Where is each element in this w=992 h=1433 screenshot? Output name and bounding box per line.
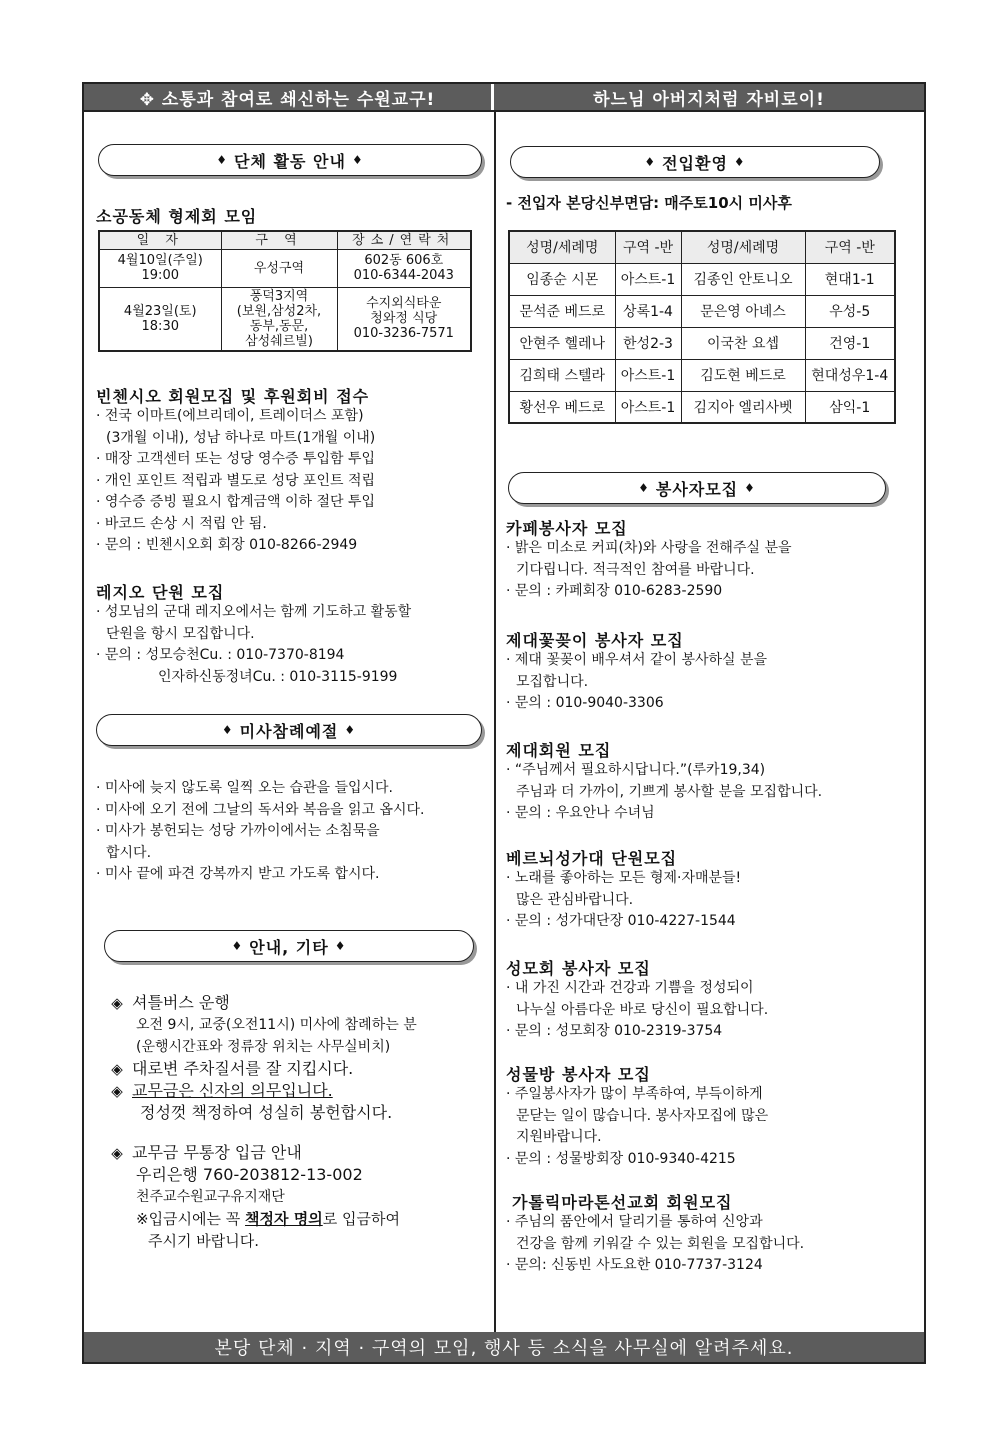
bullet-diamond-icon: ◈ [111,1082,123,1100]
info-title-pill [104,930,474,962]
groups-title-pill [98,144,482,176]
diamond-icon: ♦ [221,723,234,737]
cafe-heading: 카페봉사자 모집 [506,519,628,538]
diamond-icon: ♦ [638,481,650,495]
welcome-note: - 전입자 본당신부면담: 매주토10시 미사후 [506,194,792,212]
date-cell: 4월10일(주일) 19:00 [99,249,221,287]
vincent-heading: 빈첸시오 회원모집 및 후원회비 접수 [96,387,370,406]
legio-body: · 성모님의 군대 레지오에서는 함께 기도하고 활동할 단원을 항시 모집합니다. · 문의 : 성모승천Cu. : 010-7370-8194 인자하신동정녀Cu. : 010-3115-9199 [96,604,412,685]
welcome-title: 전입환영 [662,153,728,173]
table-row [99,249,471,287]
diamond-icon: ♦ [644,155,657,169]
diamond-icon: ♦ [744,481,756,495]
footer-bar: 본당 단체 · 지역 · 구역의 모임, 행사 등 소식을 사무실에 알려주세요. [84,1332,924,1362]
groups-title: 단체 활동 안내 [234,151,346,171]
volunteer-title-pill [508,472,886,504]
table-header-cell: 성명/세례명 [681,231,805,263]
diamond-icon: ♦ [231,939,244,953]
mother-society-body: · 내 가진 시간과 건강과 기쁨을 정성되이 나누실 아름다운 바로 당신이 필요합니다. · 문의 : 성모회장 010-2319-3754 [506,980,769,1039]
table-row: 임종순 시몬 아스트-1 김종인 안토니오 현대1-1 [509,263,895,295]
table-header-cell: 장소/연락처 [337,231,471,249]
table-row [99,287,471,351]
volunteer-title: 봉사자모집 [655,479,739,499]
date-cell: 4월23일(토) 18:30 [99,287,221,351]
table-header-row [99,231,471,249]
area-cell: 풍덕3지역 (보원,삼성2차, 동부,동문, 삼성쉐르빌) [221,287,337,351]
diamond-icon: ♦ [351,153,364,167]
area-cell: 우성구역 [221,249,337,287]
column-divider [494,112,496,1334]
table-header-row [509,231,895,263]
mass-title-pill [96,714,482,746]
header-bar [84,84,924,112]
header-left-slogan: ✥ 소통과 참여로 쇄신하는 수원교구! [84,84,494,110]
table-header-cell: 일 자 [99,231,221,249]
vincent-body: · 전국 이마트(에브리데이, 트레이더스 포함) (3개월 이내), 성남 하나로 마트(1개월 이내) · 매장 고객센터 또는 성당 영수증 투입함 투입 · 개인 포인트 적립과 별도로 성당 포인트 적립 · 영수증 증빙 필요시 합계금액 이하 절단 투입 · 바코드 손상 시 적립 안 됨. · 문의 : 빈첸시오회 회장 010-8266-2949 [96,408,376,553]
shop-heading: 성물방 봉사자 모집 [506,1065,651,1084]
marathon-heading: 가톨릭마라톤선교회 회원모집 [512,1193,733,1212]
bulletin-page [82,82,926,1364]
shop-body: · 주일봉사자가 많이 부족하여, 부득이하게 문닫는 일이 많습니다. 봉사자모집에 많은 지원바랍니다. · 문의 : 성물방회장 010-9340-4215 [506,1086,769,1167]
place-cell: 602동 606호 010-6344-2043 [337,249,471,287]
small-community-heading: 소공동체 형제회 모임 [96,207,258,226]
place-cell: 수지외식타운 청와정 식당 010-3236-7571 [337,287,471,351]
small-community-table [98,230,472,352]
bullet-diamond-icon: ◈ [111,1144,123,1162]
table-row: 문석준 베드로 상록1-4 문은영 아녜스 우성-5 [509,295,895,327]
altar-member-heading: 제대회원 모집 [506,741,612,760]
bullet-diamond-icon: ◈ [111,1060,123,1078]
choir-heading: 베르뇌성가대 단원모집 [506,849,678,868]
altar-member-body: · “주님께서 필요하시답니다.”(루카19,34) 주님과 더 가까이, 기쁘게 봉사할 분을 모집합니다. · 문의 : 우요안나 수녀님 [506,762,823,821]
mass-title: 미사참례예절 [239,721,339,741]
altar-flower-body: · 제대 꽃꽂이 배우셔서 같이 봉사하실 분을 모집합니다. · 문의 : 010-9040-3306 [506,652,768,711]
bullet-diamond-icon: ◈ [111,994,123,1012]
marathon-body: · 주님의 품안에서 달리기를 통하여 신앙과 건강을 함께 키워갈 수 있는 회원을 모집합니다. · 문의: 신동빈 사도요한 010-7737-3124 [506,1214,805,1273]
welcome-table [508,230,896,424]
table-row: 김희태 스텔라 아스트-1 김도현 베드로 현대성우1-4 [509,359,895,391]
choir-body: · 노래를 좋아하는 모든 형제·자매분들! 많은 관심바랍니다. · 문의 : 성가대단장 010-4227-1544 [506,870,742,929]
info-body: ◈ 셔틀버스 운행 오전 9시, 교중(오전11시) 미사에 참례하는 분 (운행시간표와 정류장 위치는 사무실비치) ◈ 대로변 주차질서를 잘 지킵시다. ◈ 교무금은 신자의 의무입니다. 정성껏 책정하여 성실히 봉헌합시다. ◈ 교무금 무통장 입금 안내 우리은행 760-203812-13-002 천주교수원교구유지재단 ※입금시에는 꼭 책정자 명의로 입금하여 주시기 바랍니다. [108,992,417,1252]
header-right-slogan: 하느님 아버지처럼 자비로이! [494,84,924,110]
mother-society-heading: 성모회 봉사자 모집 [506,959,651,978]
diamond-icon: ♦ [733,155,746,169]
table-header-cell: 구 역 [221,231,337,249]
table-header-cell: 구역 -반 [805,231,895,263]
welcome-title-pill [510,146,880,178]
cafe-body: · 밝은 미소로 커피(차)와 사랑을 전해주실 분을 기다립니다. 적극적인 참여를 바랍니다. · 문의 : 카페회장 010-6283-2590 [506,540,792,599]
altar-flower-heading: 제대꽃꽂이 봉사자 모집 [506,631,684,650]
legio-heading: 레지오 단원 모집 [96,583,225,602]
table-row: 황선우 베드로 아스트-1 김지아 엘리사벳 삼익-1 [509,391,895,423]
diamond-icon: ♦ [344,723,357,737]
diamond-icon: ♦ [334,939,347,953]
diamond-icon: ♦ [216,153,229,167]
table-header-cell: 성명/세례명 [509,231,615,263]
table-row: 안현주 헬레나 한성2-3 이국찬 요셉 건영-1 [509,327,895,359]
mass-body: · 미사에 늦지 않도록 일찍 오는 습관을 들입시다. · 미사에 오기 전에 그날의 독서와 복음을 읽고 옵시다. · 미사가 봉헌되는 성당 가까이에서는 소침묵을 합시다. · 미사 끝에 파견 강복까지 받고 가도록 합시다. [96,780,425,882]
table-header-cell: 구역 -반 [615,231,681,263]
info-title: 안내, 기타 [249,937,329,957]
